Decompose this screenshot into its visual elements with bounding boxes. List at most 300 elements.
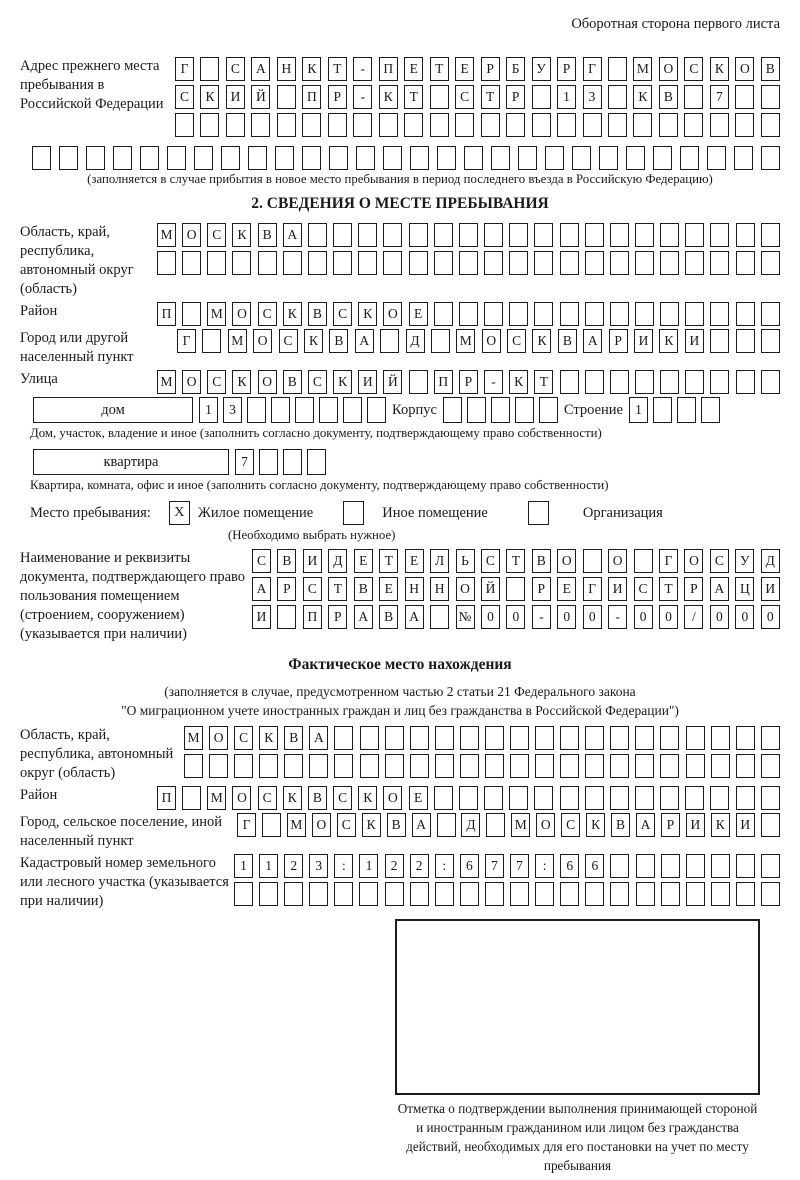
grid-cell[interactable]: Е [409, 302, 428, 326]
grid-cell[interactable] [430, 605, 449, 629]
grid-cell[interactable] [560, 726, 579, 750]
grid-cell[interactable] [685, 251, 704, 275]
grid-cell[interactable]: И [226, 85, 245, 109]
grid-cell[interactable] [610, 370, 629, 394]
grid-cell[interactable]: Р [277, 577, 296, 601]
grid-cell[interactable] [485, 726, 504, 750]
grid-cell[interactable] [685, 370, 704, 394]
grid-cell[interactable]: К [283, 786, 302, 810]
grid-cell[interactable] [761, 726, 780, 750]
grid-cell[interactable]: К [200, 85, 219, 109]
grid-cell[interactable] [585, 302, 604, 326]
grid-cell[interactable] [736, 251, 755, 275]
grid-cell[interactable] [635, 786, 654, 810]
grid-cell[interactable]: И [686, 813, 705, 837]
grid-cell[interactable] [660, 726, 679, 750]
grid-cell[interactable] [661, 854, 680, 878]
grid-cell[interactable] [360, 726, 379, 750]
grid-cell[interactable] [409, 223, 428, 247]
grid-cell[interactable]: Г [583, 57, 602, 81]
grid-cell[interactable] [258, 251, 277, 275]
grid-cell[interactable] [283, 251, 302, 275]
grid-cell[interactable]: Д [406, 329, 425, 353]
grid-cell[interactable] [328, 113, 347, 137]
grid-cell[interactable] [635, 302, 654, 326]
grid-cell[interactable] [435, 754, 454, 778]
grid-cell[interactable] [710, 329, 729, 353]
grid-cell[interactable]: 7 [710, 85, 729, 109]
grid-cell[interactable] [707, 146, 726, 170]
grid-cell[interactable] [194, 146, 213, 170]
grid-cell[interactable] [380, 329, 399, 353]
grid-cell[interactable] [535, 882, 554, 906]
grid-cell[interactable]: 0 [506, 605, 525, 629]
grid-cell[interactable]: М [207, 302, 226, 326]
grid-cell[interactable]: 3 [583, 85, 602, 109]
grid-cell[interactable] [385, 754, 404, 778]
grid-cell[interactable] [460, 726, 479, 750]
grid-cell[interactable]: В [308, 302, 327, 326]
grid-cell[interactable]: С [710, 549, 729, 573]
grid-cell[interactable]: К [283, 302, 302, 326]
grid-cell[interactable]: И [736, 813, 755, 837]
grid-cell[interactable] [234, 754, 253, 778]
grid-cell[interactable] [307, 449, 326, 475]
grid-cell[interactable]: С [279, 329, 298, 353]
grid-cell[interactable]: Е [455, 57, 474, 81]
grid-cell[interactable] [509, 786, 528, 810]
grid-cell[interactable] [32, 146, 51, 170]
grid-cell[interactable] [443, 397, 462, 423]
grid-cell[interactable]: У [532, 57, 551, 81]
grid-cell[interactable]: С [333, 302, 352, 326]
grid-cell[interactable] [167, 146, 186, 170]
grid-cell[interactable] [358, 223, 377, 247]
grid-cell[interactable] [761, 223, 780, 247]
grid-cell[interactable] [761, 786, 780, 810]
grid-cell[interactable] [410, 726, 429, 750]
grid-cell[interactable] [557, 113, 576, 137]
grid-cell[interactable]: Т [404, 85, 423, 109]
grid-cell[interactable] [283, 449, 302, 475]
grid-cell[interactable]: С [226, 57, 245, 81]
grid-cell[interactable]: И [303, 549, 322, 573]
grid-cell[interactable]: К [710, 57, 729, 81]
grid-cell[interactable]: П [379, 57, 398, 81]
grid-cell[interactable] [608, 57, 627, 81]
grid-cell[interactable]: О [482, 329, 501, 353]
grid-cell[interactable] [585, 786, 604, 810]
grid-cell[interactable]: 1 [359, 854, 378, 878]
grid-cell[interactable] [409, 370, 428, 394]
grid-cell[interactable]: С [258, 302, 277, 326]
checkbox-residential[interactable]: Х [169, 501, 190, 525]
grid-cell[interactable]: С [258, 786, 277, 810]
grid-cell[interactable]: К [302, 57, 321, 81]
grid-cell[interactable] [710, 251, 729, 275]
grid-cell[interactable] [761, 754, 780, 778]
grid-cell[interactable] [660, 223, 679, 247]
grid-cell[interactable] [685, 786, 704, 810]
grid-cell[interactable] [308, 223, 327, 247]
grid-cell[interactable] [467, 397, 486, 423]
grid-cell[interactable]: - [353, 85, 372, 109]
grid-cell[interactable] [182, 251, 201, 275]
grid-cell[interactable] [761, 146, 780, 170]
grid-cell[interactable] [560, 251, 579, 275]
grid-cell[interactable] [711, 854, 730, 878]
grid-cell[interactable] [534, 223, 553, 247]
grid-cell[interactable] [484, 223, 503, 247]
grid-cell[interactable]: К [358, 786, 377, 810]
grid-cell[interactable]: О [232, 786, 251, 810]
grid-cell[interactable]: С [333, 786, 352, 810]
grid-cell[interactable] [379, 113, 398, 137]
grid-cell[interactable]: Е [409, 786, 428, 810]
grid-cell[interactable] [635, 726, 654, 750]
grid-cell[interactable] [309, 754, 328, 778]
grid-cell[interactable] [284, 754, 303, 778]
grid-cell[interactable] [610, 726, 629, 750]
grid-cell[interactable] [710, 223, 729, 247]
grid-cell[interactable]: : [435, 854, 454, 878]
checkbox-organization[interactable] [528, 501, 549, 525]
grid-cell[interactable] [182, 786, 201, 810]
grid-cell[interactable]: У [735, 549, 754, 573]
grid-cell[interactable] [660, 302, 679, 326]
grid-cell[interactable] [459, 251, 478, 275]
grid-cell[interactable]: Д [461, 813, 480, 837]
grid-cell[interactable]: О [659, 57, 678, 81]
grid-cell[interactable] [660, 786, 679, 810]
grid-cell[interactable] [319, 397, 338, 423]
grid-cell[interactable] [157, 251, 176, 275]
grid-cell[interactable] [434, 251, 453, 275]
grid-cell[interactable] [659, 113, 678, 137]
grid-cell[interactable] [585, 223, 604, 247]
grid-cell[interactable]: Г [177, 329, 196, 353]
grid-cell[interactable]: С [455, 85, 474, 109]
grid-cell[interactable]: 2 [385, 854, 404, 878]
grid-cell[interactable]: : [535, 854, 554, 878]
grid-cell[interactable]: - [608, 605, 627, 629]
grid-cell[interactable] [585, 726, 604, 750]
grid-cell[interactable] [509, 223, 528, 247]
grid-cell[interactable] [510, 882, 529, 906]
grid-cell[interactable] [684, 113, 703, 137]
grid-cell[interactable]: Р [328, 85, 347, 109]
grid-cell[interactable] [660, 754, 679, 778]
grid-cell[interactable] [207, 251, 226, 275]
grid-cell[interactable] [653, 397, 672, 423]
grid-cell[interactable]: 0 [583, 605, 602, 629]
grid-cell[interactable] [761, 302, 780, 326]
grid-cell[interactable]: К [711, 813, 730, 837]
grid-cell[interactable]: Т [328, 57, 347, 81]
grid-cell[interactable] [491, 397, 510, 423]
grid-cell[interactable]: М [207, 786, 226, 810]
grid-cell[interactable]: Р [557, 57, 576, 81]
grid-cell[interactable] [334, 754, 353, 778]
grid-cell[interactable]: Е [557, 577, 576, 601]
grid-cell[interactable] [486, 813, 505, 837]
grid-cell[interactable] [736, 329, 755, 353]
grid-cell[interactable]: О [182, 370, 201, 394]
grid-cell[interactable] [295, 397, 314, 423]
grid-cell[interactable]: К [586, 813, 605, 837]
grid-cell[interactable] [608, 113, 627, 137]
grid-cell[interactable] [736, 882, 755, 906]
grid-cell[interactable] [736, 754, 755, 778]
grid-cell[interactable] [484, 786, 503, 810]
grid-cell[interactable] [736, 370, 755, 394]
grid-cell[interactable] [140, 146, 159, 170]
grid-cell[interactable] [459, 302, 478, 326]
grid-cell[interactable]: В [379, 605, 398, 629]
grid-cell[interactable] [200, 113, 219, 137]
grid-cell[interactable] [736, 726, 755, 750]
grid-cell[interactable]: П [434, 370, 453, 394]
grid-cell[interactable]: Т [430, 57, 449, 81]
grid-cell[interactable]: М [184, 726, 203, 750]
grid-cell[interactable]: Г [583, 577, 602, 601]
grid-cell[interactable]: В [354, 577, 373, 601]
grid-cell[interactable] [302, 146, 321, 170]
grid-cell[interactable]: Н [277, 57, 296, 81]
grid-cell[interactable] [610, 882, 629, 906]
grid-cell[interactable]: К [379, 85, 398, 109]
grid-cell[interactable] [560, 754, 579, 778]
grid-cell[interactable] [610, 786, 629, 810]
grid-cell[interactable] [711, 882, 730, 906]
grid-cell[interactable] [259, 882, 278, 906]
grid-cell[interactable] [359, 882, 378, 906]
grid-cell[interactable]: А [283, 223, 302, 247]
grid-cell[interactable] [509, 302, 528, 326]
grid-cell[interactable] [534, 251, 553, 275]
grid-cell[interactable] [455, 113, 474, 137]
grid-cell[interactable]: О [232, 302, 251, 326]
grid-cell[interactable] [535, 726, 554, 750]
grid-cell[interactable]: О [312, 813, 331, 837]
grid-cell[interactable]: К [358, 302, 377, 326]
grid-cell[interactable] [484, 251, 503, 275]
grid-cell[interactable]: Р [661, 813, 680, 837]
grid-cell[interactable] [309, 882, 328, 906]
grid-cell[interactable]: Р [328, 605, 347, 629]
grid-cell[interactable] [262, 813, 281, 837]
grid-cell[interactable] [358, 251, 377, 275]
grid-cell[interactable]: И [358, 370, 377, 394]
grid-cell[interactable]: Р [684, 577, 703, 601]
grid-cell[interactable]: О [684, 549, 703, 573]
grid-cell[interactable] [610, 251, 629, 275]
grid-cell[interactable]: К [304, 329, 323, 353]
grid-cell[interactable]: О [182, 223, 201, 247]
grid-cell[interactable] [635, 754, 654, 778]
grid-cell[interactable]: 1 [629, 397, 648, 423]
grid-cell[interactable] [761, 882, 780, 906]
grid-cell[interactable]: Ц [735, 577, 754, 601]
grid-cell[interactable] [518, 146, 537, 170]
grid-cell[interactable] [634, 549, 653, 573]
grid-cell[interactable] [539, 397, 558, 423]
grid-cell[interactable]: С [303, 577, 322, 601]
grid-cell[interactable]: С [561, 813, 580, 837]
grid-cell[interactable]: В [258, 223, 277, 247]
grid-cell[interactable]: Р [481, 57, 500, 81]
grid-cell[interactable]: Г [659, 549, 678, 573]
grid-cell[interactable]: А [354, 605, 373, 629]
grid-cell[interactable] [710, 370, 729, 394]
grid-cell[interactable] [560, 370, 579, 394]
grid-cell[interactable] [684, 85, 703, 109]
grid-cell[interactable] [247, 397, 266, 423]
grid-cell[interactable] [585, 754, 604, 778]
grid-cell[interactable]: Т [481, 85, 500, 109]
grid-cell[interactable] [226, 113, 245, 137]
grid-cell[interactable]: И [608, 577, 627, 601]
grid-cell[interactable] [209, 754, 228, 778]
grid-cell[interactable]: 7 [485, 854, 504, 878]
grid-cell[interactable]: 0 [735, 605, 754, 629]
grid-cell[interactable]: А [405, 605, 424, 629]
grid-cell[interactable]: - [353, 57, 372, 81]
grid-cell[interactable] [383, 223, 402, 247]
grid-cell[interactable] [532, 113, 551, 137]
grid-cell[interactable]: К [633, 85, 652, 109]
grid-cell[interactable] [353, 113, 372, 137]
grid-cell[interactable]: Т [379, 549, 398, 573]
grid-cell[interactable] [686, 854, 705, 878]
grid-cell[interactable] [585, 882, 604, 906]
grid-cell[interactable] [434, 223, 453, 247]
grid-cell[interactable]: Г [175, 57, 194, 81]
grid-cell[interactable] [329, 146, 348, 170]
grid-cell[interactable] [710, 786, 729, 810]
grid-cell[interactable]: Д [761, 549, 780, 573]
grid-cell[interactable] [761, 329, 780, 353]
grid-cell[interactable] [175, 113, 194, 137]
grid-cell[interactable]: К [509, 370, 528, 394]
grid-cell[interactable] [385, 882, 404, 906]
grid-cell[interactable]: Н [405, 577, 424, 601]
grid-cell[interactable] [410, 754, 429, 778]
grid-cell[interactable]: О [456, 577, 475, 601]
grid-cell[interactable] [660, 370, 679, 394]
grid-cell[interactable]: 1 [259, 854, 278, 878]
grid-cell[interactable] [545, 146, 564, 170]
grid-cell[interactable]: 2 [410, 854, 429, 878]
grid-cell[interactable] [761, 85, 780, 109]
grid-cell[interactable]: С [684, 57, 703, 81]
grid-cell[interactable]: А [636, 813, 655, 837]
grid-cell[interactable]: 0 [481, 605, 500, 629]
grid-cell[interactable] [464, 146, 483, 170]
grid-cell[interactable]: О [536, 813, 555, 837]
grid-cell[interactable]: С [207, 223, 226, 247]
grid-cell[interactable] [460, 754, 479, 778]
grid-cell[interactable] [653, 146, 672, 170]
grid-cell[interactable] [534, 302, 553, 326]
grid-cell[interactable] [232, 251, 251, 275]
grid-cell[interactable] [711, 754, 730, 778]
grid-cell[interactable]: 6 [585, 854, 604, 878]
grid-cell[interactable] [275, 146, 294, 170]
grid-cell[interactable]: С [308, 370, 327, 394]
grid-cell[interactable] [481, 113, 500, 137]
grid-cell[interactable]: О [383, 786, 402, 810]
grid-cell[interactable] [367, 397, 386, 423]
grid-cell[interactable]: Й [251, 85, 270, 109]
grid-cell[interactable]: А [412, 813, 431, 837]
grid-cell[interactable] [410, 146, 429, 170]
grid-cell[interactable] [761, 370, 780, 394]
grid-cell[interactable] [532, 85, 551, 109]
grid-cell[interactable] [510, 754, 529, 778]
grid-cell[interactable] [711, 726, 730, 750]
grid-cell[interactable] [761, 251, 780, 275]
grid-cell[interactable] [761, 854, 780, 878]
grid-cell[interactable] [636, 854, 655, 878]
grid-cell[interactable] [184, 754, 203, 778]
grid-cell[interactable] [410, 882, 429, 906]
grid-cell[interactable] [385, 726, 404, 750]
grid-cell[interactable] [635, 370, 654, 394]
grid-cell[interactable]: - [532, 605, 551, 629]
grid-cell[interactable]: 2 [284, 854, 303, 878]
grid-cell[interactable] [660, 251, 679, 275]
grid-cell[interactable]: М [157, 370, 176, 394]
grid-cell[interactable] [583, 549, 602, 573]
grid-cell[interactable]: Е [404, 57, 423, 81]
grid-cell[interactable] [633, 113, 652, 137]
grid-cell[interactable] [459, 786, 478, 810]
grid-cell[interactable]: О [557, 549, 576, 573]
grid-cell[interactable]: А [251, 57, 270, 81]
grid-cell[interactable] [534, 786, 553, 810]
grid-cell[interactable] [506, 113, 525, 137]
grid-cell[interactable] [710, 113, 729, 137]
grid-cell[interactable]: А [355, 329, 374, 353]
grid-cell[interactable]: М [228, 329, 247, 353]
grid-cell[interactable]: Т [534, 370, 553, 394]
grid-cell[interactable] [599, 146, 618, 170]
grid-cell[interactable]: Р [609, 329, 628, 353]
grid-cell[interactable] [431, 329, 450, 353]
grid-cell[interactable] [308, 251, 327, 275]
grid-cell[interactable] [113, 146, 132, 170]
grid-cell[interactable]: Й [383, 370, 402, 394]
grid-cell[interactable] [435, 882, 454, 906]
grid-cell[interactable] [535, 754, 554, 778]
grid-cell[interactable] [277, 85, 296, 109]
grid-cell[interactable]: 6 [460, 854, 479, 878]
grid-cell[interactable]: С [507, 329, 526, 353]
grid-cell[interactable] [437, 146, 456, 170]
grid-cell[interactable] [86, 146, 105, 170]
grid-cell[interactable]: С [481, 549, 500, 573]
grid-cell[interactable]: Р [459, 370, 478, 394]
grid-cell[interactable]: 0 [557, 605, 576, 629]
grid-cell[interactable]: С [337, 813, 356, 837]
grid-cell[interactable]: В [284, 726, 303, 750]
grid-cell[interactable]: К [362, 813, 381, 837]
grid-cell[interactable] [434, 786, 453, 810]
grid-cell[interactable]: И [685, 329, 704, 353]
grid-cell[interactable]: : [334, 854, 353, 878]
grid-cell[interactable]: Е [379, 577, 398, 601]
